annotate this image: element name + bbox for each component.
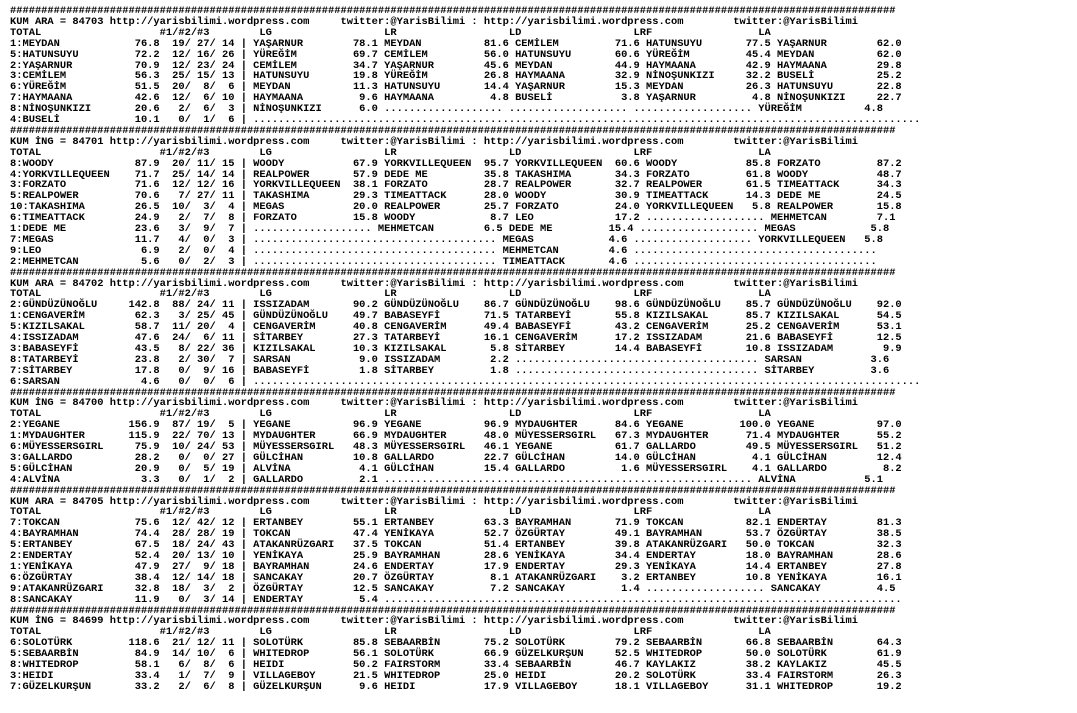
- result-row: 2:YAŞARNUR 70.9 12/ 23/ 24 | CEMİLEM 34.7 YAŞARNUR 45.6 MEYDAN 44.9 HAYMAANA 42.9 HAYMAANA 29.8: [10, 59, 902, 72]
- result-row: 5:REALPOWER 70.6 7/ 27/ 11 | TAKASHIMA 29.3 TIMEATTACK 28.0 WOODY 30.9 TIMEATTACK 14.3 DEDE ME 24.5: [10, 190, 902, 203]
- result-row: 2:YEGANE 156.9 87/ 19/ 5 | YEGANE 96.9 YEGANE 96.9 MYDAUGHTER 84.6 YEGANE 100.0 YEGANE 97.0: [10, 419, 902, 432]
- result-row: 1:MYDAUGHTER 115.9 22/ 70/ 13 | MYDAUGHTER 66.9 MYDAUGHTER 48.0 MÜYESSERSGIRL 67.3 MYDAUGHTER 71.4 MYDAUGHTER 55.2: [10, 430, 902, 443]
- race-header-line: KUM ARA = 84702 http://yarisbilimi.wordpress.com twitter:@YarisBilimi : http://yarisbilimi.wordpress.com twitter:@YarisBilimi: [10, 277, 859, 290]
- result-row: 8:NİNOŞUNKIZI 20.6 2/ 6/ 3 | NİNOŞUNKIZI 6.0 ................... ................... ................... YÜREĞİM 4.8: [10, 103, 883, 116]
- race-header-line: KUM ARA = 84703 http://yarisbilimi.wordpress.com twitter:@YarisBilimi : http://yarisbilimi.wordpress.com twitter:@YarisBilimi: [10, 15, 859, 28]
- result-row: 10:TAKASHIMA 26.5 10/ 3/ 4 | MEGAS 20.0 REALPOWER 25.7 FORZATO 24.0 YORKVILLEQUEEN 5.8 REALPOWER 15.8: [10, 201, 902, 214]
- race-header-line: KUM İNG = 84701 http://yarisbilimi.wordpress.com twitter:@YarisBilimi : http://yarisbilimi.wordpress.com twitter:@YarisBilimi: [10, 135, 859, 148]
- result-row: 6:MÜYESSERSGIRL 75.9 10/ 24/ 53 | MÜYESSERSGIRL 48.3 MÜYESSERSGIRL 46.1 YEGANE 61.7 GALLARDO 49.5 MÜYESSERSGIRL 51.2: [10, 441, 902, 453]
- race-header-line: KUM İNG = 84700 http://yarisbilimi.wordpress.com twitter:@YarisBilimi : http://yarisbilimi.wordpress.com twitter:@YarisBilimi: [10, 397, 859, 410]
- race-header-line: KUM İNG = 84699 http://yarisbilimi.wordpress.com twitter:@YarisBilimi : http://yarisbilimi.wordpress.com twitter:@YarisBilimi: [10, 615, 859, 628]
- result-row: 9:ATAKANRÜZGARI 32.8 18/ 3/ 2 | ÖZGÜRTAY 12.5 SANCAKAY 7.2 SANCAKAY 1.4 ................... SANCAKAY 4.5: [10, 582, 896, 595]
- column-header-line: TOTAL #1/#2/#3 LG LR LD LRF LA: [10, 26, 771, 39]
- result-row: 4:BUSELİ 10.1 0/ 1/ 6 | ...........................................................................................................: [10, 114, 921, 126]
- result-row: 3:GALLARDO 28.2 0/ 0/ 27 | GÜLCİHAN 10.8 GALLARDO 22.7 GÜLCİHAN 14.0 GÜLCİHAN 4.1 GÜLCİHAN 12.4: [10, 451, 902, 464]
- result-row: 5:SEBAARBİN 84.9 14/ 10/ 6 | WHITEDROP 56.1 SOLOTÜRK 66.9 GÜZELKURŞUN 52.5 WHITEDROP 50.0 SOLOTÜRK 61.9: [10, 648, 902, 661]
- separator-line: ##############################################################################################################################################: [10, 604, 896, 617]
- result-row: 5:ERTANBEY 67.5 18/ 24/ 43 | ATAKANRÜZGARI 37.5 TOKCAN 51.4 ERTANBEY 39.8 ATAKANRÜZGARI 50.0 TOKCAN 32.3: [10, 539, 902, 552]
- result-row: 3:CEMİLEM 56.3 25/ 15/ 13 | HATUNSUYU 19.8 YÜREĞİM 26.8 HAYMAANA 32.9 NİNOŞUNKIZI 32.2 BUSELİ 25.2: [10, 70, 902, 83]
- result-row: 7:GÜZELKURŞUN 33.2 2/ 6/ 8 | GÜZELKURŞUN 9.6 HEIDI 17.9 VILLAGEBOY 18.1 VILLAGEBOY 31.1 WHITEDROP 19.2: [10, 680, 902, 693]
- column-header-line: TOTAL #1/#2/#3 LG LR LD LRF LA: [10, 408, 771, 421]
- result-row: 5:GÜLCİHAN 20.9 0/ 5/ 19 | ALVİNA 4.1 GÜLCİHAN 15.4 GALLARDO 1.6 MÜYESSERSGIRL 4.1 GALLARDO 8.2: [10, 462, 902, 475]
- result-row: 5:KIZILSAKAL 58.7 11/ 20/ 4 | CENGAVERİM 40.8 CENGAVERİM 49.4 BABASEYFİ 43.2 CENGAVERİM 25.2 CENGAVERİM 53.1: [10, 321, 902, 334]
- race-header-line: KUM ARA = 84705 http://yarisbilimi.wordpress.com twitter:@YarisBilimi : http://yarisbilimi.wordpress.com twitter:@YarisBilimi: [10, 495, 859, 508]
- result-row: 2:GÜNDÜZÜNOĞLU 142.8 88/ 24/ 11 | ISSIZADAM 90.2 GÜNDÜZÜNOĞLU 86.7 GÜNDÜZÜNOĞLU 98.6 GÜNDÜZÜNOĞLU 85.7 GÜNDÜZÜNOĞLU 92.0: [10, 299, 902, 312]
- separator-line: ##############################################################################################################################################: [10, 5, 896, 17]
- result-row: 6:TIMEATTACK 24.9 2/ 7/ 8 | FORZATO 15.8 WOODY 8.7 LEO 17.2 ................... MEHMETCAN 7.1: [10, 212, 896, 225]
- result-row: 7:MEGAS 11.7 4/ 0/ 3 | ....................................... MEGAS 4.6 ................... YORKVILLEQUEEN 5.8: [10, 233, 883, 246]
- result-row: 1:YENİKAYA 47.9 27/ 9/ 18 | BAYRAMHAN 24.6 ENDERTAY 17.9 ENDERTAY 29.3 YENİKAYA 14.4 ERTANBEY 27.8: [10, 560, 902, 573]
- result-row: 2:ENDERTAY 52.4 20/ 13/ 10 | YENİKAYA 25.9 BAYRAMHAN 28.6 YENİKAYA 34.4 ENDERTAY 18.0 BAYRAMHAN 28.6: [10, 550, 902, 562]
- result-row: 2:MEHMETCAN 5.6 0/ 2/ 3 | ....................................... TIMEATTACK 4.6 .......................................: [10, 255, 877, 268]
- result-row: 4:BAYRAMHAN 74.4 28/ 28/ 19 | TOKCAN 47.4 YENİKAYA 52.7 ÖZGÜRTAY 49.1 BAYRAMHAN 53.7 ÖZGÜRTAY 38.5: [10, 528, 902, 541]
- result-row: 8:WHITEDROP 58.1 6/ 8/ 6 | HEIDI 50.2 FAIRSTORM 33.4 SEBAARBİN 46.7 KAYLAKIZ 38.2 KAYLAKIZ 45.5: [10, 659, 902, 671]
- result-row: 3:HEIDI 33.4 1/ 7/ 9 | VILLAGEBOY 21.5 WHITEDROP 25.0 HEIDI 20.2 SOLOTÜRK 33.4 FAIRSTORM 26.3: [10, 669, 902, 682]
- result-row: 6:SOLOTÜRK 118.6 21/ 12/ 11 | SOLOTÜRK 85.8 SEBAARBİN 75.2 SOLOTÜRK 79.2 SEBAARBİN 66.8 SEBAARBİN 64.3: [10, 637, 902, 650]
- separator-line: ##############################################################################################################################################: [10, 266, 896, 279]
- result-row: 7:TOKCAN 75.6 12/ 42/ 12 | ERTANBEY 55.1 ERTANBEY 63.3 BAYRAMHAN 71.9 TOKCAN 82.1 ENDERTAY 81.3: [10, 517, 902, 530]
- result-row: 6:SARSAN 4.6 0/ 0/ 6 | ...........................................................................................................: [10, 375, 921, 388]
- column-header-line: TOTAL #1/#2/#3 LG LR LD LRF LA: [10, 146, 771, 159]
- result-row: 1:CENGAVERİM 62.3 3/ 25/ 45 | GÜNDÜZÜNOĞLU 49.7 BABASEYFİ 71.5 TATARBEYİ 55.8 KIZILSAKAL 85.7 KIZILSAKAL 54.5: [10, 310, 902, 323]
- result-row: 4:ISSIZADAM 47.6 24/ 6/ 11 | SİTARBEY 27.3 TATARBEYİ 16.1 CENGAVERİM 17.2 ISSIZADAM 21.6 BABASEYFİ 12.5: [10, 332, 902, 344]
- result-row: 8:SANCAKAY 11.9 0/ 3/ 14 | ENDERTAY 5.4 ...................................................................................: [10, 593, 902, 606]
- result-row: 6:ÖZGÜRTAY 38.4 12/ 14/ 18 | SANCAKAY 20.7 ÖZGÜRTAY 8.1 ATAKANRÜZGARI 3.2 ERTANBEY 10.8 YENİKAYA 16.1: [10, 571, 902, 584]
- separator-line: ##############################################################################################################################################: [10, 124, 896, 137]
- result-row: 3:FORZATO 71.6 12/ 12/ 16 | YORKVILLEQUEEN 38.1 FORZATO 28.7 REALPOWER 32.7 REALPOWER 61.5 TIMEATTACK 34.3: [10, 179, 902, 192]
- result-row: 9:LEO 6.9 2/ 0/ 4 | ....................................... MEHMETCAN 4.6 .......................................: [10, 244, 877, 257]
- result-row: 3:BABASEYFİ 43.5 8/ 22/ 36 | KIZILSAKAL 10.3 KIZILSAKAL 5.8 SİTARBEY 14.4 BABASEYFİ 10.8 ISSIZADAM 9.9: [10, 342, 902, 355]
- result-row: 5:HATUNSUYU 72.2 12/ 16/ 26 | YÜREĞİM 69.7 CEMİLEM 56.0 HATUNSUYU 60.6 YÜREĞİM 45.4 MEYDAN 62.0: [10, 48, 902, 61]
- column-header-line: TOTAL #1/#2/#3 LG LR LD LRF LA: [10, 506, 771, 519]
- result-row: 1:MEYDAN 76.8 19/ 27/ 14 | YAŞARNUR 78.1 MEYDAN 81.6 CEMİLEM 71.6 HATUNSUYU 77.5 YAŞARNUR 62.0: [10, 37, 902, 50]
- column-header-line: TOTAL #1/#2/#3 LG LR LD LRF LA: [10, 626, 771, 639]
- separator-line: ##############################################################################################################################################: [10, 484, 896, 497]
- column-header-line: TOTAL #1/#2/#3 LG LR LD LRF LA: [10, 288, 771, 301]
- result-row: 6:YÜREĞİM 51.5 20/ 8/ 6 | MEYDAN 11.3 HATUNSUYU 14.4 YAŞARNUR 15.3 MEYDAN 26.3 HATUNSUYU 22.8: [10, 81, 902, 94]
- separator-line: ##############################################################################################################################################: [10, 386, 896, 399]
- result-row: 7:HAYMAANA 42.6 12/ 6/ 10 | HAYMAANA 9.6 HAYMAANA 4.8 BUSELİ 3.8 YAŞARNUR 4.8 NİNOŞUNKIZI 22.7: [10, 92, 902, 105]
- result-row: 7:SİTARBEY 17.8 0/ 9/ 16 | BABASEYFİ 1.8 SİTARBEY 1.8 ....................................... SİTARBEY 3.6: [10, 364, 890, 377]
- result-row: 1:DEDE ME 23.6 3/ 9/ 7 | ................... MEHMETCAN 6.5 DEDE ME 15.4 ................... MEGAS 5.8: [10, 223, 890, 235]
- result-row: 8:TATARBEYİ 23.8 2/ 30/ 7 | SARSAN 9.0 ISSIZADAM 2.2 ....................................... SARSAN 3.6: [10, 353, 890, 366]
- result-row: 4:ALVİNA 3.3 0/ 1/ 2 | GALLARDO 2.1 ........................................................... ALVİNA 5.1: [10, 473, 883, 486]
- result-row: 8:WOODY 87.9 20/ 11/ 15 | WOODY 67.9 YORKVILLEQUEEN 95.7 YORKVILLEQUEEN 60.6 WOODY 85.8 FORZATO 87.2: [10, 157, 902, 170]
- result-row: 4:YORKVILLEQUEEN 71.7 25/ 14/ 14 | REALPOWER 57.9 DEDE ME 35.8 TAKASHIMA 34.3 FORZATO 61.8 WOODY 48.7: [10, 168, 902, 181]
